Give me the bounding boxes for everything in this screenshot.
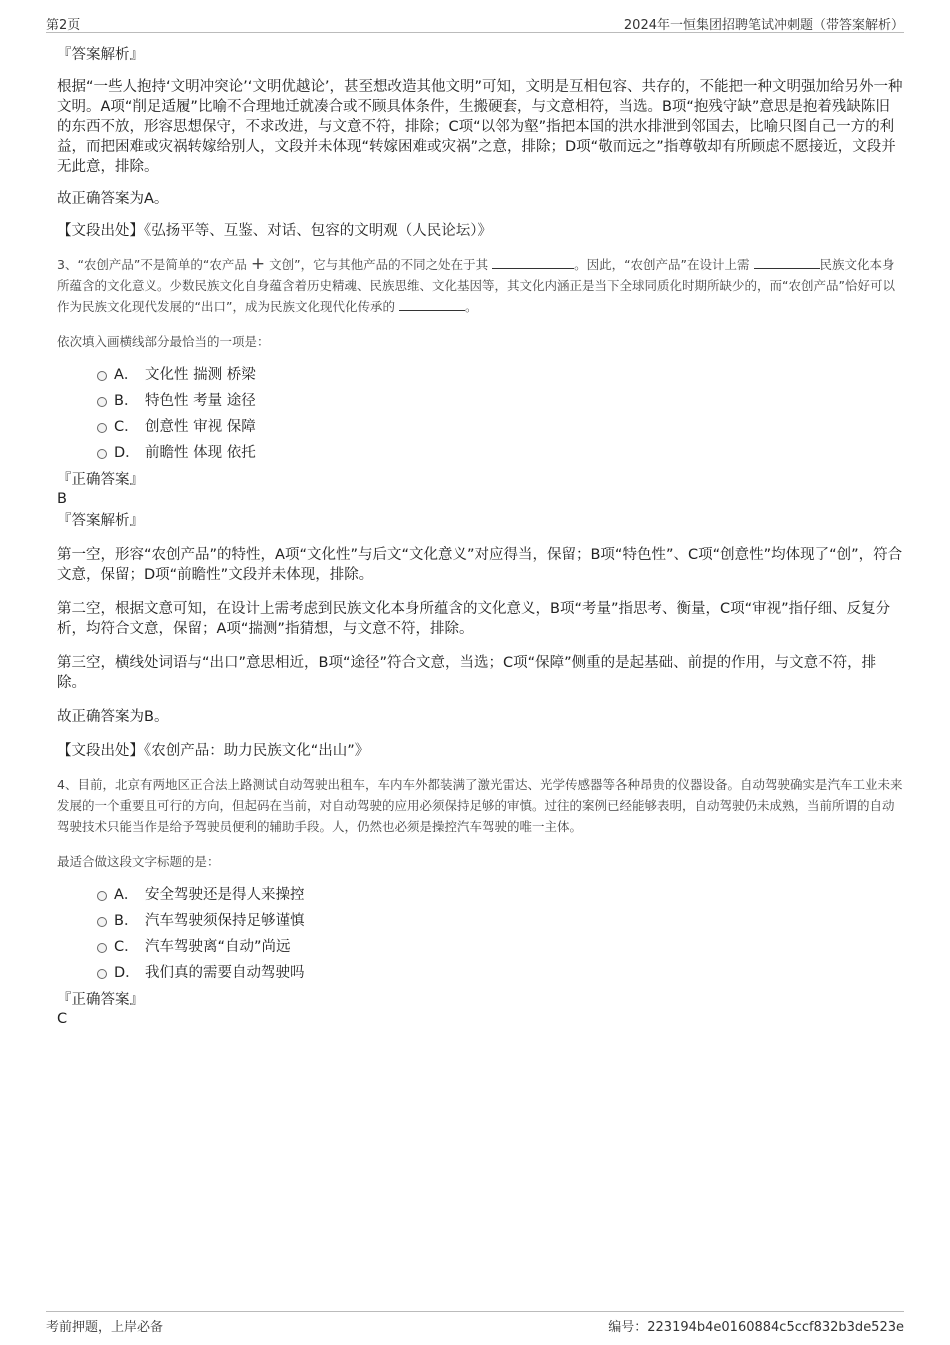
q3-option-b[interactable]: B． 特色性 考量 途径 <box>57 388 904 414</box>
analysis-label: 『答案解析』 <box>57 513 144 529</box>
blank-3 <box>399 298 465 311</box>
q2-analysis: 根据“一些人抱持‘文明冲突论’‘文明优越论’，甚至想改造其他文明”可知，文明是互相包容、共存的，不能把一种文明强加给另外一种文明。A项“削足适履”比喻不合理地迁就凑合或不顾具体条件，生搬硬套，与文意相符，当选。B项“抱残守缺”意思是抱着残缺陈旧的东西不放，形容思想保守，不求改进，与文意不符，排除；C项“以邻为壑”指把本国的洪水排泄到邻国去，比喻只图自己一方的利益，而把困难或灾祸转嫁给别人，文段并未体现“转嫁困难或灾祸”之意，排除；D项“敬而远之”指尊敬却有所顾虑不愿接近，文段并无此意，排除。 <box>57 79 903 175</box>
radio-icon[interactable] <box>97 397 107 407</box>
q3-conclusion: 故正确答案为B。 <box>57 709 169 725</box>
q3-analysis-3: 第三空，横线处词语与“出口”意思相近，B项“途径”符合文意，当选；C项“保障”侧重的是起基础、前提的作用，与文意不符，排除。 <box>57 655 877 691</box>
q3-stem: 3、“农创产品”不是简单的“农产品 + 文创”，它与其他产品的不同之处在于其 。因此，“农创产品”在设计上需 民族文化本身所蕴含的文化意义。少数民族文化自身蕴含着历史精魂、民族思维、文化基因等，其文化内涵正是当下全球同质化时期所缺少的，而“农创产品”恰好可以作为民族文化现代发展的“出口”，成为民族文化现代化传承的 。 <box>57 254 895 314</box>
document-title: 2024年一恒集团招聘笔试冲刺题（带答案解析） <box>623 18 904 33</box>
radio-icon[interactable] <box>97 891 107 901</box>
q3-option-a[interactable]: A． 文化性 揣测 桥梁 <box>57 362 904 388</box>
q4-stem: 4、目前，北京有两地区正合法上路测试自动驾驶出租车，车内车外都装满了激光雷达、光学传感器等各种昂贵的仪器设备。自动驾驶确实是汽车工业未来发展的一个重要且可行的方向，但起码在当前，对自动驾驶的应用必须保持足够的审慎。过往的案例已经能够表明，自动驾驶仍未成熟，当前所谓的自动驾驶技术只能当作是给予驾驶员便利的辅助手段。人，仍然也必须是操控汽车驾驶的唯一主体。 <box>57 777 903 834</box>
plus-sign: + <box>250 254 266 274</box>
page-number: 第2页 <box>46 18 81 33</box>
source-tag: 【文段出处】 <box>57 743 144 759</box>
q4-options <box>57 882 904 986</box>
analysis-label: 『答案解析』 <box>57 47 144 63</box>
q2-conclusion: 故正确答案为A。 <box>57 191 169 207</box>
q3-source <box>57 741 904 761</box>
page-footer <box>46 1311 904 1334</box>
q3-options <box>57 362 904 466</box>
blank-2 <box>754 256 820 269</box>
q4-option-b[interactable]: B． 汽车驾驶须保持足够谨慎 <box>57 908 904 934</box>
correct-answer-label: 『正确答案』 <box>57 992 144 1008</box>
q4-option-c[interactable]: C． 汽车驾驶离“自动”尚远 <box>57 934 904 960</box>
q3-source-title: 《农创产品：助力民族文化“出山”》 <box>144 743 370 759</box>
footer-slogan: 考前押题，上岸必备 <box>46 1320 164 1335</box>
q3-option-c[interactable]: C． 创意性 审视 保障 <box>57 414 904 440</box>
q4-prompt: 最适合做这段文字标题的是： <box>57 854 220 869</box>
radio-icon[interactable] <box>97 943 107 953</box>
radio-icon[interactable] <box>97 371 107 381</box>
radio-icon[interactable] <box>97 449 107 459</box>
q4-answer: C <box>57 1011 68 1027</box>
blank-1 <box>492 256 574 269</box>
q3-option-d[interactable]: D． 前瞻性 体现 依托 <box>57 440 904 466</box>
q4-option-d[interactable]: D． 我们真的需要自动驾驶吗 <box>57 960 904 986</box>
q3-prompt: 依次填入画横线部分最恰当的一项是： <box>57 334 270 349</box>
radio-icon[interactable] <box>97 917 107 927</box>
source-tag: 【文段出处】 <box>57 223 144 239</box>
q4-option-a[interactable]: A． 安全驾驶还是得人来操控 <box>57 882 904 908</box>
q2-source <box>57 221 904 241</box>
q3-analysis-1: 第一空，形容“农创产品”的特性，A项“文化性”与后文“文化意义”对应得当，保留；B项“特色性”、C项“创意性”均体现了“创”，符合文意，保留；D项“前瞻性”文段并未体现，排除。 <box>57 547 903 583</box>
page-header <box>46 12 904 33</box>
correct-answer-label: 『正确答案』 <box>57 472 144 488</box>
q3-answer: B <box>57 491 67 507</box>
document-code: 编号：223194b4e0160884c5ccf832b3de523e <box>608 1320 904 1335</box>
radio-icon[interactable] <box>97 969 107 979</box>
q3-analysis-2: 第二空，根据文意可知，在设计上需考虑到民族文化本身所蕴含的文化意义，B项“考量”指思考、衡量，C项“审视”指仔细、反复分析，均符合文意，保留；A项“揣测”指猜想，与文意不符，排除。 <box>57 601 891 637</box>
q2-source-title: 《弘扬平等、互鉴、对话、包容的文明观（人民论坛）》 <box>144 223 492 239</box>
radio-icon[interactable] <box>97 423 107 433</box>
document-body <box>57 45 904 1029</box>
